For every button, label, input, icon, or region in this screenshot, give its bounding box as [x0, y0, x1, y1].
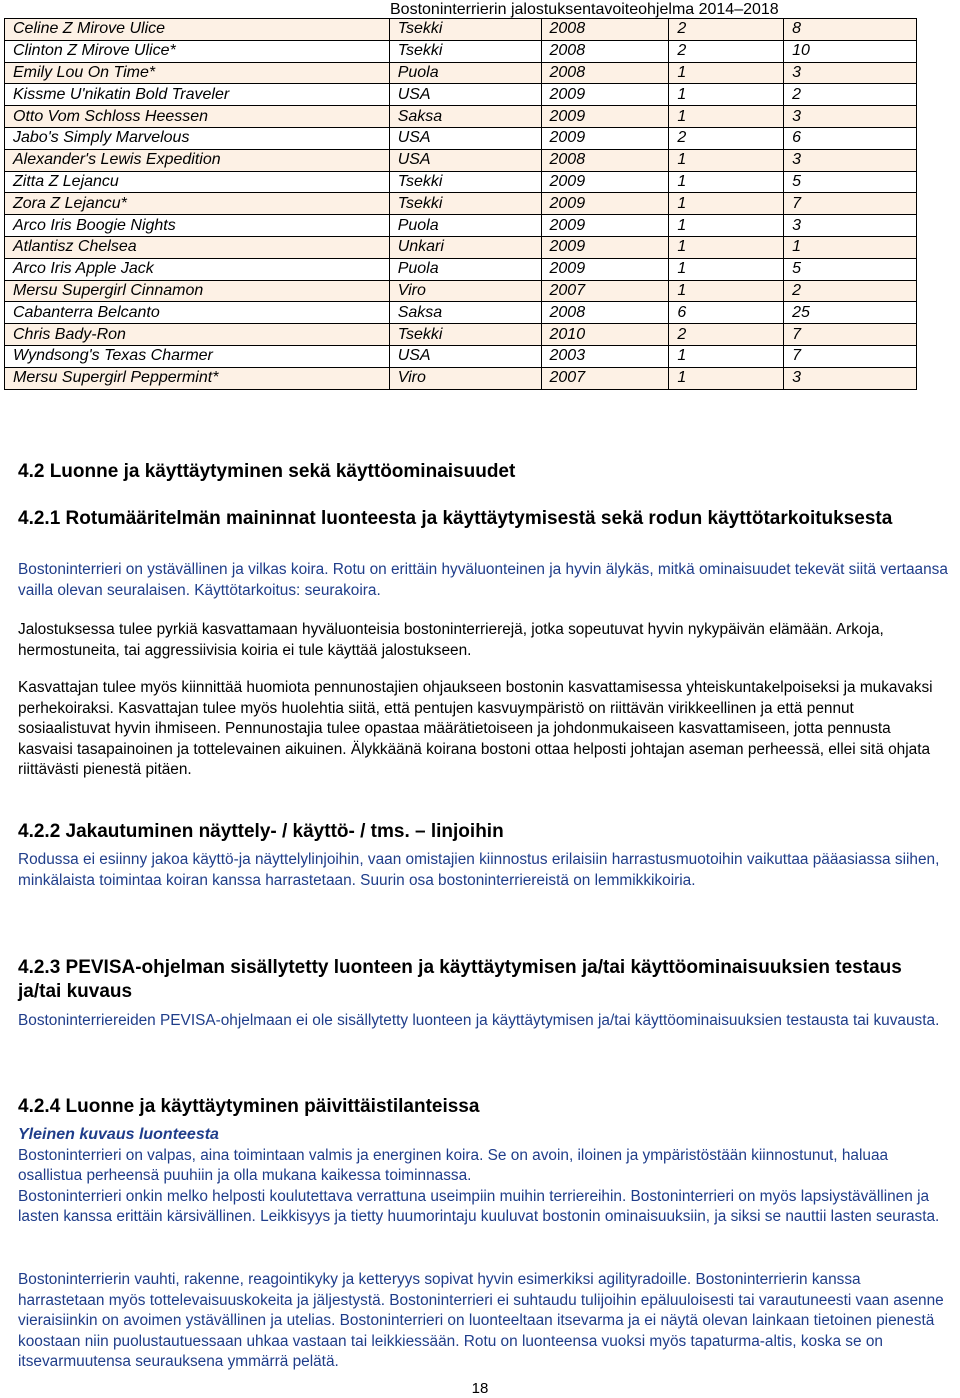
- table-row: [5, 40, 917, 62]
- subheading-general-description: Yleinen kuvaus luonteesta: [18, 1126, 219, 1143]
- page-number: 18: [471, 1380, 489, 1397]
- count-b-cell: 6: [784, 127, 917, 149]
- count-a-cell: 2: [669, 127, 784, 149]
- country-cell: USA: [389, 84, 541, 106]
- country-cell: Saksa: [389, 106, 541, 128]
- dog-name-cell: Chris Bady-Ron: [5, 324, 390, 346]
- paragraph-4-2-2-1: Rodussa ei esiinny jakoa käyttö-ja näyttelylinjoihin, vaan omistajien kiinnostus erilaisiin harrastusmuotoihin vaikuttaa pääasiassa siihen, minkälaista toimintaa koiran kanssa harrastetaan. Suurin osa bostoninterriereistä on lemmikkikoiria.: [18, 851, 940, 889]
- count-a-cell: 2: [669, 19, 784, 41]
- country-cell: Puola: [389, 215, 541, 237]
- table-row: [5, 84, 917, 106]
- dog-name-cell: Celine Z Mirove Ulice: [5, 19, 390, 41]
- count-b-cell: 5: [784, 171, 917, 193]
- running-header: Bostoninterrierin jalostuksentavoiteohjelma 2014–2018: [390, 1, 779, 18]
- dog-name-cell: Jabo's Simply Marvelous: [5, 127, 390, 149]
- year-cell: 2010: [541, 324, 669, 346]
- year-cell: 2009: [541, 84, 669, 106]
- year-cell: 2008: [541, 40, 669, 62]
- table-row: [5, 236, 917, 258]
- count-a-cell: 1: [669, 280, 784, 302]
- table-row: [5, 215, 917, 237]
- paragraph-4-2-1-1: Bostoninterrieri on ystävällinen ja vilkas koira. Rotu on erittäin hyväluonteinen ja hyvin älykäs, mitkä ominaisuudet tekevät siitä vertaansa vailla olevan seuralaisen. Käyttötarkoitus: seurakoira.: [18, 561, 948, 599]
- table-row: [5, 62, 917, 84]
- count-b-cell: 7: [784, 193, 917, 215]
- country-cell: Puola: [389, 62, 541, 84]
- year-cell: 2008: [541, 302, 669, 324]
- paragraph-4-2-1-2: Jalostuksessa tulee pyrkiä kasvattamaan hyväluonteisia bostoninterrierejä, jotka sopeutuvat hyvin nykypäivän elämään. Arkoja, hermostuneita, tai aggressiivisia koiria ei tule käyttää jalostukseen.: [18, 621, 884, 659]
- count-a-cell: 1: [669, 62, 784, 84]
- dog-name-cell: Zitta Z Lejancu: [5, 171, 390, 193]
- country-cell: USA: [389, 127, 541, 149]
- table-row: [5, 324, 917, 346]
- table-row: [5, 302, 917, 324]
- year-cell: 2009: [541, 171, 669, 193]
- count-a-cell: 1: [669, 345, 784, 367]
- dog-name-cell: Zora Z Lejancu*: [5, 193, 390, 215]
- table-row: [5, 106, 917, 128]
- table-row: [5, 367, 917, 389]
- dog-name-cell: Kissme U'nikatin Bold Traveler: [5, 84, 390, 106]
- dog-name-cell: Arco Iris Apple Jack: [5, 258, 390, 280]
- dog-name-cell: Alexander's Lewis Expedition: [5, 149, 390, 171]
- heading-4-2-1: 4.2.1 Rotumääritelmän maininnat luonteesta ja käyttäytymisestä sekä rodun käyttötarkoituksesta: [18, 508, 893, 529]
- dog-name-cell: Emily Lou On Time*: [5, 62, 390, 84]
- heading-4-2-2: 4.2.2 Jakautuminen näyttely- / käyttö- / tms. – linjoihin: [18, 821, 504, 842]
- count-b-cell: 7: [784, 324, 917, 346]
- year-cell: 2009: [541, 127, 669, 149]
- count-b-cell: 2: [784, 280, 917, 302]
- count-b-cell: 8: [784, 19, 917, 41]
- count-b-cell: 3: [784, 106, 917, 128]
- dog-name-cell: Wyndsong's Texas Charmer: [5, 345, 390, 367]
- dog-name-cell: Mersu Supergirl Peppermint*: [5, 367, 390, 389]
- table-row: [5, 19, 917, 41]
- country-cell: Tsekki: [389, 193, 541, 215]
- dog-name-cell: Clinton Z Mirove Ulice*: [5, 40, 390, 62]
- paragraph-4-2-3-1: Bostoninterriereiden PEVISA-ohjelmaan ei ole sisällytetty luonteen ja käyttäytymisen ja/tai käyttöominaisuuksien testausta tai kuvausta.: [18, 1012, 940, 1029]
- count-a-cell: 2: [669, 324, 784, 346]
- count-b-cell: 10: [784, 40, 917, 62]
- heading-4-2-4: 4.2.4 Luonne ja käyttäytyminen päivittäistilanteissa: [18, 1096, 480, 1117]
- dog-table: [4, 18, 917, 390]
- count-b-cell: 2: [784, 84, 917, 106]
- table-row: [5, 345, 917, 367]
- dog-name-cell: Mersu Supergirl Cinnamon: [5, 280, 390, 302]
- year-cell: 2009: [541, 193, 669, 215]
- table-row: [5, 258, 917, 280]
- country-cell: USA: [389, 149, 541, 171]
- count-b-cell: 5: [784, 258, 917, 280]
- count-b-cell: 3: [784, 367, 917, 389]
- country-cell: Tsekki: [389, 19, 541, 41]
- count-b-cell: 3: [784, 62, 917, 84]
- year-cell: 2009: [541, 236, 669, 258]
- year-cell: 2008: [541, 19, 669, 41]
- paragraph-4-2-4-2: Bostoninterrierin vauhti, rakenne, reagointikyky ja ketteryys sopivat hyvin esimerkiksi agilityradoille. Bostoninterrierin kanssa harrastetaan myös tottelevaisuuskokeita ja jäljestystä. Bostoninterrieri ei suhtaudu tulijoihin epäluuloisesti tai varautuneesti vaan asenne vieraisiinkin on avoimen ystävällinen ja utelias. Bostoninterrieri on luonteeltaan itsevarma ja ei näytä olevan lainkaan tietoinen pienestä koostaan niin puolustautuessaan uhkaa vastaan tai leikkiessään. Rotu on luonteensa vuoksi myös tapaturma-altis, koska se on itsevarmuutensa seurauksena ymmärrä pelätä.: [18, 1271, 944, 1371]
- table-row: [5, 149, 917, 171]
- dog-name-cell: Otto Vom Schloss Heessen: [5, 106, 390, 128]
- table-row: [5, 171, 917, 193]
- count-b-cell: 3: [784, 215, 917, 237]
- country-cell: Saksa: [389, 302, 541, 324]
- country-cell: Unkari: [389, 236, 541, 258]
- year-cell: 2008: [541, 149, 669, 171]
- year-cell: 2007: [541, 280, 669, 302]
- heading-4-2-3: 4.2.3 PEVISA-ohjelman sisällytetty luonteen ja käyttäytymisen ja/tai käyttöominaisuuksien testaus ja/tai kuvaus: [18, 957, 902, 1002]
- country-cell: USA: [389, 345, 541, 367]
- count-a-cell: 1: [669, 258, 784, 280]
- count-a-cell: 1: [669, 106, 784, 128]
- country-cell: Viro: [389, 280, 541, 302]
- dog-name-cell: Cabanterra Belcanto: [5, 302, 390, 324]
- table-row: [5, 280, 917, 302]
- count-a-cell: 6: [669, 302, 784, 324]
- country-cell: Viro: [389, 367, 541, 389]
- count-b-cell: 1: [784, 236, 917, 258]
- dog-name-cell: Atlantisz Chelsea: [5, 236, 390, 258]
- heading-4-2: 4.2 Luonne ja käyttäytyminen sekä käyttöominaisuudet: [18, 461, 516, 482]
- count-a-cell: 1: [669, 171, 784, 193]
- paragraph-4-2-1-3: Kasvattajan tulee myös kiinnittää huomiota pennunostajien ohjaukseen bostonin kasvattamisessa yhteiskuntakelpoiseksi ja mukavaksi perhekoiraksi. Kasvattajan tulee myös huolehtia siitä, että pentujen kasvuympäristö on riittävän virikkeellinen ja että pennut sosiaalistuvat hyvin ihmiseen. Pennunostajia tulee opastaa määrätietoiseen ja johdonmukaiseen kasvattamiseen, jotta pennusta kasvaisi tasapainoinen ja tottelevainen aikuinen. Älykkäänä koirana bostoni ottaa helposti johtajan aseman perheessä, ellei sitä ohjata riittävästi pienestä pitäen.: [18, 679, 933, 779]
- country-cell: Tsekki: [389, 171, 541, 193]
- count-a-cell: 1: [669, 193, 784, 215]
- country-cell: Puola: [389, 258, 541, 280]
- section-4-2-4-body: [18, 1125, 948, 1228]
- count-b-cell: 7: [784, 345, 917, 367]
- count-a-cell: 1: [669, 84, 784, 106]
- year-cell: 2009: [541, 258, 669, 280]
- count-a-cell: 1: [669, 367, 784, 389]
- count-a-cell: 1: [669, 236, 784, 258]
- year-cell: 2008: [541, 62, 669, 84]
- country-cell: Tsekki: [389, 40, 541, 62]
- country-cell: Tsekki: [389, 324, 541, 346]
- table-row: [5, 193, 917, 215]
- table-row: [5, 127, 917, 149]
- dog-name-cell: Arco Iris Boogie Nights: [5, 215, 390, 237]
- count-a-cell: 1: [669, 149, 784, 171]
- year-cell: 2007: [541, 367, 669, 389]
- year-cell: 2009: [541, 215, 669, 237]
- year-cell: 2003: [541, 345, 669, 367]
- count-a-cell: 1: [669, 215, 784, 237]
- paragraph-4-2-4-1b: Bostoninterrieri onkin melko helposti koulutettava verrattuna useimpiin muihin terriereihin. Bostoninterrieri on myös lapsiystävällinen ja lasten kanssa erittäin kärsivällinen. Leikkisyys ja tietty huumorintaju kuuluvat bostonin ominaisuuksiin, ja siksi se nauttii lasten seurasta.: [18, 1187, 940, 1226]
- count-b-cell: 3: [784, 149, 917, 171]
- count-a-cell: 2: [669, 40, 784, 62]
- count-b-cell: 25: [784, 302, 917, 324]
- paragraph-4-2-4-1a: Bostoninterrieri on valpas, aina toimintaan valmis ja energinen koira. Se on avoin, iloinen ja ympäristöstään kiinnostunut, haluaa osallistua perheensä puuhiin ja olla mukana kaikessa toiminnassa.: [18, 1146, 889, 1185]
- year-cell: 2009: [541, 106, 669, 128]
